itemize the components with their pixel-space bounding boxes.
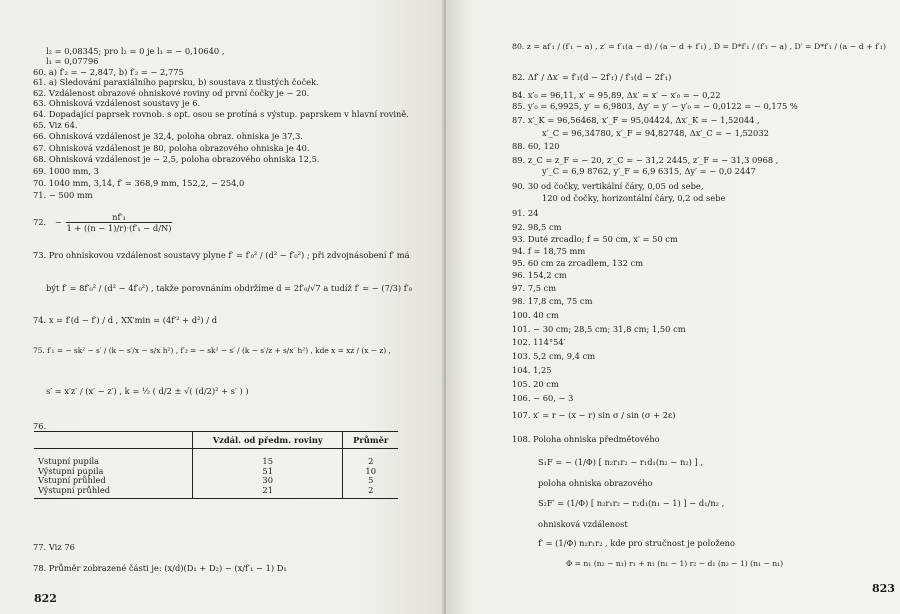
right-line: 85. y′₀ = 6,9925, y′ = 6,9803, Δy′ = y′ − y′₀ = − 0,0122 = − 0,175 % [512, 101, 798, 111]
right-line: 100. 40 cm [512, 310, 559, 320]
table-cell: 51 [193, 467, 343, 477]
table-cell: Výstupní pupila [38, 465, 104, 476]
right-line: 96. 154,2 cm [512, 270, 567, 280]
right-line: 84. x′₀ = 96,11, x′ = 95,89, Δx′ = x′ − x′₀ = − 0,22 [512, 90, 721, 100]
left-line: 67. Ohnisková vzdálenost je 80, poloha obrazového ohniska je 40. [33, 143, 310, 153]
left-line: l₁ = 0,07796 [46, 56, 99, 66]
left-line: 60. a) f′₂ = − 2,847, b) f′₂ = − 2,775 [33, 67, 184, 77]
answer-72 [33, 212, 174, 233]
right-line: 88. 60, 120 [512, 141, 560, 151]
table-cell: 2 [343, 449, 398, 467]
right-line: 90. 30 od čočky, vertikální čáry, 0,05 od sebe, [512, 181, 704, 191]
right-line: 102. 114°54′ [512, 337, 566, 347]
right-line: 120 od čočky, horizontální čáry, 0,2 od sebe [542, 193, 726, 203]
right-line: 91. 24 [512, 208, 539, 218]
answer-72-numerator: nf′₁ [66, 212, 171, 223]
left-line: 64. Dopadající paprsek rovnob. s opt. osou se protíná s výstup. paprskem v hlavní rovině. [33, 109, 409, 119]
table-row [34, 486, 398, 499]
right-line: 87. x′_K = 96,56468, x′_F = 95,04424, Δx′_K = − 1,52044 , [512, 115, 760, 125]
left-line: 66. Ohnisková vzdálenost je 32,4, poloha obraz. ohniska je 37,3. [33, 131, 304, 141]
left-line: l₂ = 0,08345; pro l₂ = 0 je l₁ = − 0,10640 , [46, 46, 225, 56]
right-line: 94. f = 18,75 mm [512, 246, 586, 256]
right-line: 101. − 30 cm; 28,5 cm; 31,8 cm; 1,50 cm [512, 324, 686, 334]
table-header-cell: Vzdál. od předm. roviny [193, 432, 343, 449]
right-line: 98. 17,8 cm, 75 cm [512, 296, 593, 306]
table-header-cell [34, 432, 193, 449]
answer-107: 107. x′ = r − (x − r) sin σ / sin (σ + 2ε) [512, 410, 676, 420]
answer-108-back-focus: S₂F′ = (1/Φ) [ n₂r₁r₂ − r₂d₁(n₁ − 1) ] − d₁/n₂ , [538, 498, 725, 508]
answer-77: 77. Viz 76 [33, 542, 75, 552]
right-line: 105. 20 cm [512, 379, 559, 389]
left-line: 70. 1040 mm, 3,14, f′ = 368,9 mm, 152,2, − 254,0 [33, 178, 245, 188]
answer-108-subtitle-focal: ohnisková vzdálenost [538, 519, 628, 529]
answer-75a: 75. f′₁ = − sk² − s′ / (k − s′/x − s/x h²) , f′₂ = − sk² − s′ / (k − s′/z + s/x′ h²) , kde x = xz / (x − z) , [33, 346, 391, 355]
table-header-cell: Průměr [343, 432, 398, 449]
table-row [34, 449, 398, 467]
page-number-right: 823 [872, 582, 895, 595]
table-cell: 30 [193, 476, 343, 486]
left-line: 65. Viz 64. [33, 120, 78, 130]
answer-72-denominator: 1 + ((n − 1)/r)·(f′₁ − d/N) [66, 223, 172, 233]
answer-72-sign: − [54, 217, 62, 227]
left-page [0, 0, 446, 614]
answer-108-focal-length: f′ = (1/Φ) n₂r₁r₂ , kde pro stručnost je položeno [538, 538, 735, 548]
right-line: 93. Duté zrcadlo; f = 50 cm, x′ = 50 cm [512, 234, 678, 244]
left-line: 71. − 500 mm [33, 190, 93, 200]
right-line: 97. 7,5 cm [512, 283, 557, 293]
left-line: 63. Ohnisková vzdálenost soustavy je 6. [33, 98, 201, 108]
answer-78: 78. Průměr zobrazené části je: (x/d)(D₁ + D₂) − (x/f′₁ − 1) D₁ [33, 563, 287, 573]
right-line: 103. 5,2 cm, 9,4 cm [512, 351, 596, 361]
right-line: 95. 60 cm za zrcadlem, 132 cm [512, 258, 644, 268]
answer-82: 82. Δf′ / Δx′ = f′₁(d − 2f′₁) / f′₁(d − 2f′₁) [512, 72, 672, 82]
table-cell: 2 [343, 486, 398, 499]
right-line: x′_C = 96,34780, x′_F = 94,82748, Δx′_C = − 1,52032 [542, 128, 769, 138]
table-cell: 15 [193, 449, 343, 467]
answer-73-line2: být f′ = 8f′₀² / (d² − 4f′₀²) , takže porovnáním obdržíme d = 2f′₀/√7 a tudíž f′ = − (7/3) f′₀ [46, 283, 413, 293]
pupils-table [34, 431, 398, 499]
right-line: 104. 1,25 [512, 365, 552, 375]
answer-73-line1: 73. Pro ohniskovou vzdálenost soustavy plyne f′ = f′₀² / (d² − f′₀²) ; při zdvojnásobení f′ má [33, 250, 410, 260]
page-number-left: 822 [34, 592, 57, 605]
answer-76-label: 76. [33, 421, 47, 431]
left-line: 68. Ohnisková vzdálenost je − 2,5, poloha obrazového ohniska 12,5. [33, 154, 320, 164]
answer-74: 74. x = f′(d − f′) / d , XX′min = (4f′² + d²) / d [33, 315, 218, 325]
left-line: 62. Vzdálenost obrazové ohniskové roviny od první čočky je − 20. [33, 88, 310, 98]
right-line: 106. − 60, − 3 [512, 393, 574, 403]
right-page [446, 0, 900, 614]
table-cell: 10 [343, 467, 398, 477]
answer-108-front-focus: S₁F = − (1/Φ) [ n₂r₁r₂ − r₁d₁(n₂ − n₂) ] , [538, 457, 704, 467]
left-line: 69. 1000 mm, 3 [33, 166, 99, 176]
answer-72-fraction [66, 212, 171, 233]
answer-75b: s′ = x′z′ / (x′ − z′) , k = ½ ( d/2 ± √( (d/2)² + s′ ) ) [46, 386, 249, 396]
table-cell: 21 [193, 486, 343, 499]
table-cell: Vstupní pupila [38, 456, 100, 466]
table-cell: Vstupní průhled [38, 475, 106, 485]
table-cell: Výstupní průhled [34, 486, 193, 499]
answer-108-subtitle-image: poloha ohniska obrazového [538, 478, 653, 488]
table-cell: 5 [343, 476, 398, 486]
left-line: 61. a) Sledování paraxiálního paprsku, b) soustava z tlustých čoček. [33, 77, 319, 87]
right-line: y′_C = 6,9 8762, y′_F = 6,9 6315, Δy′ = − 0,0 2447 [542, 166, 756, 176]
right-line: 92. 98,5 cm [512, 222, 562, 232]
answer-108-phi: Φ = n₁ (n₂ − n₁) r₁ + n₁ (n₁ − 1) r₂ − d₁ (n₂ − 1) (n₁ − n₁) [566, 559, 784, 568]
right-line: 89. z_C = z_F = − 20, z′_C = − 31,2 2445, z′_F = − 31,3 0968 , [512, 155, 779, 165]
answer-72-label: 72. [33, 217, 47, 227]
answer-108-title: 108. Poloha ohniska předmětového [512, 434, 660, 444]
answer-80: 80. z = af′₁ / (f′₁ − a) , z′ = f′₁(a − d) / (a − d + f′₁) , D = D*f′₁ / (f′₁ − a) , D′ = D*f′₁ / (a − d + f′₁) [512, 42, 886, 51]
